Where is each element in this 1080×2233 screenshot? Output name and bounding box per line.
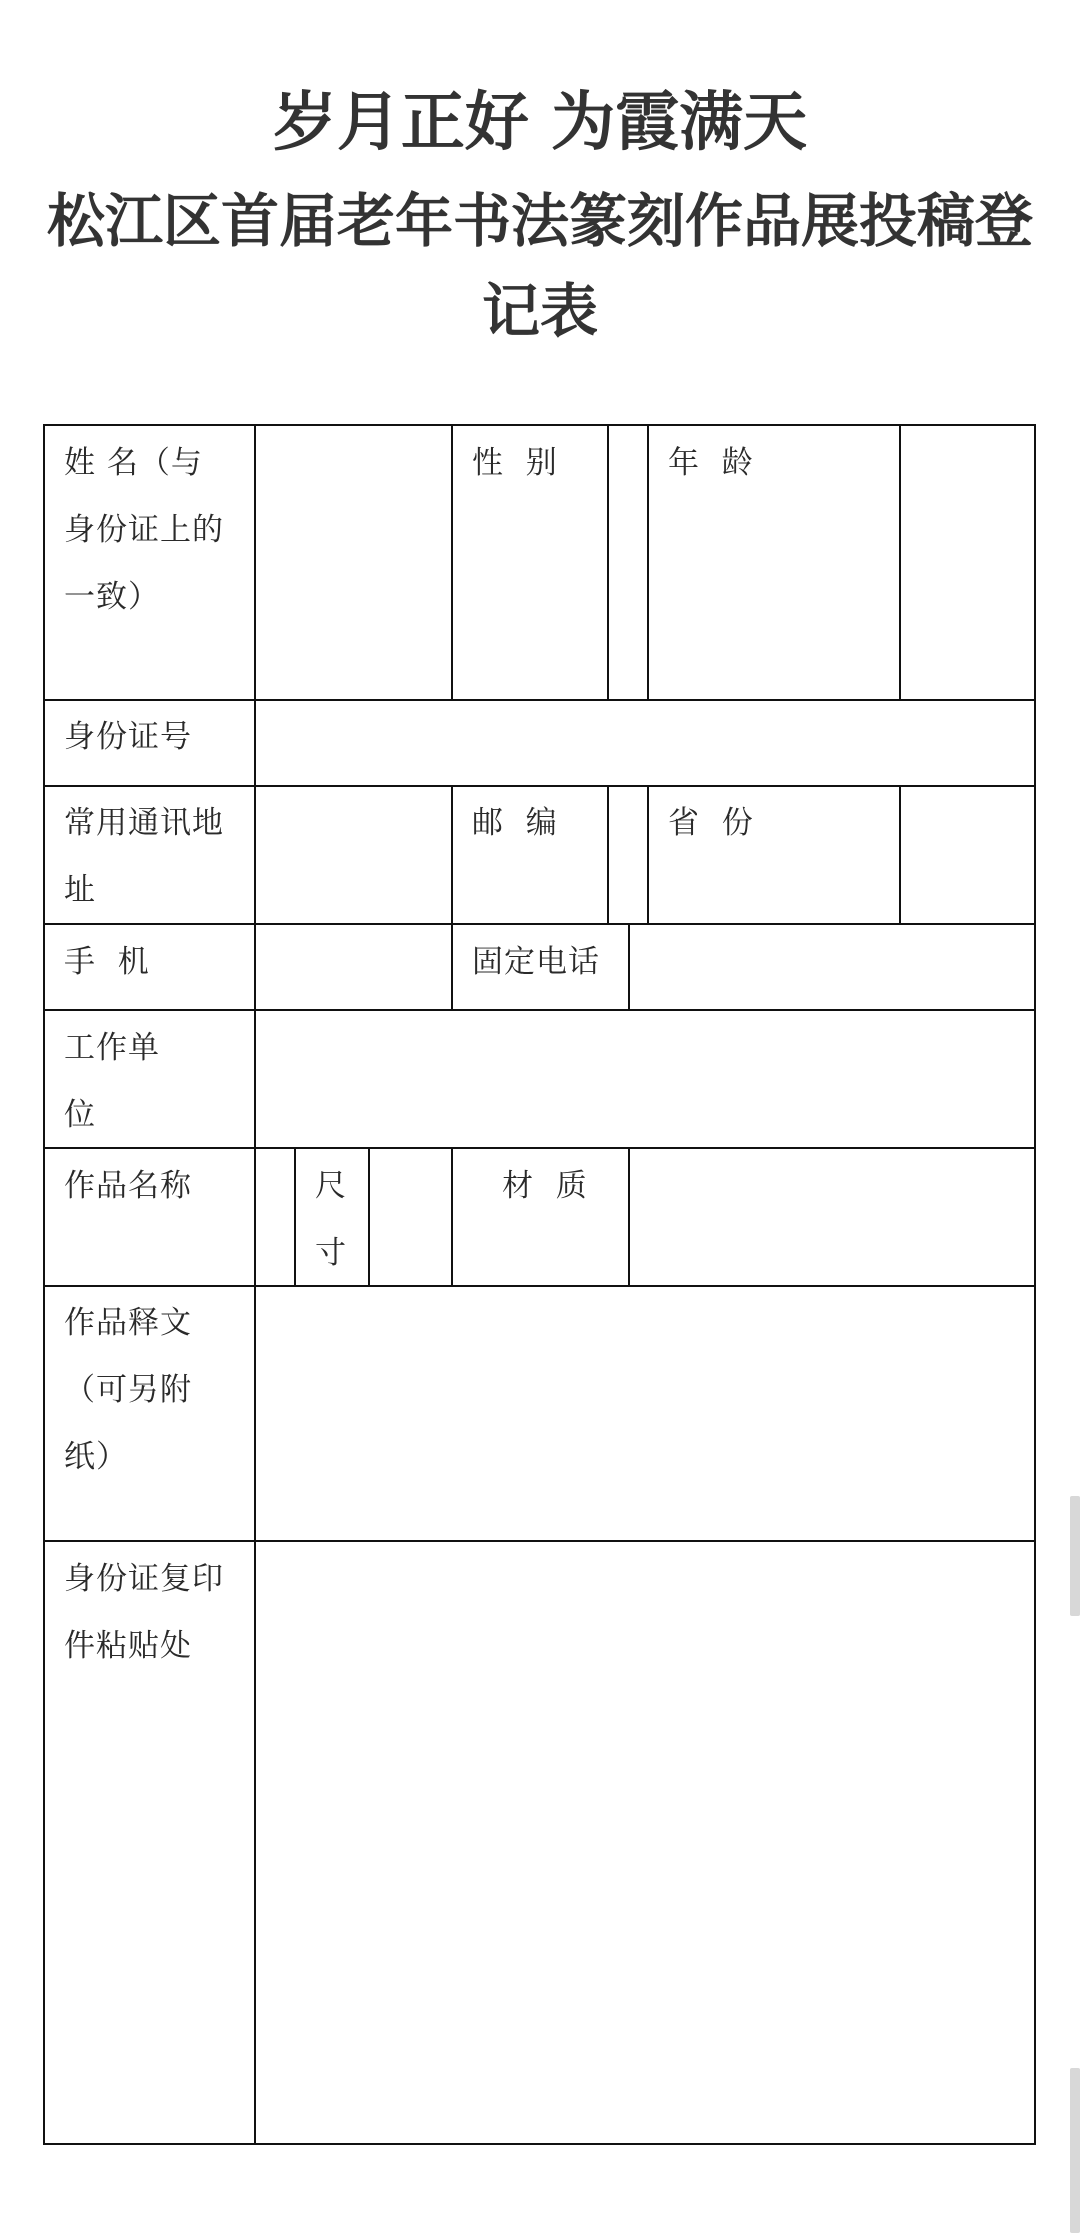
size-label: 尺 寸 [315, 1168, 347, 1271]
form-subtitle: 松江区首届老年书法篆刻作品展投稿登记表 [46, 187, 1033, 345]
mobile-field[interactable] [256, 925, 451, 1009]
landline-field[interactable] [630, 925, 1034, 1009]
work-unit-field[interactable] [256, 1011, 1034, 1147]
province-label: 省 份 [668, 805, 754, 841]
work-text-label: 作品释文 （可另附 纸） [64, 1305, 192, 1475]
province-field[interactable] [901, 787, 1034, 923]
scrollbar-thumb[interactable] [1070, 1496, 1080, 1616]
row-divider [43, 785, 1036, 787]
form-title: 岁月正好 为霞满天 [272, 86, 808, 160]
id-number-label: 身份证号 [64, 719, 192, 755]
gender-field[interactable] [609, 426, 647, 699]
work-title-label: 作品名称 [64, 1168, 192, 1204]
column-divider [647, 424, 649, 699]
id-number-field[interactable] [256, 701, 1034, 785]
age-field[interactable] [901, 426, 1034, 699]
age-label: 年 龄 [668, 445, 754, 481]
table-border-bottom [43, 2143, 1036, 2145]
id-copy-paste-area[interactable] [256, 1542, 1034, 2143]
mobile-label: 手 机 [64, 944, 150, 980]
column-divider [451, 1147, 453, 1285]
column-divider [294, 1147, 296, 1285]
work-text-field[interactable] [256, 1287, 1034, 1540]
column-divider [451, 424, 453, 699]
column-divider [451, 785, 453, 1009]
table-border-right [1034, 424, 1036, 2145]
column-divider [647, 785, 649, 923]
scrollbar-track-end [1070, 2068, 1080, 2233]
table-border-left [43, 424, 45, 2145]
id-copy-label: 身份证复印 件粘贴处 [64, 1561, 224, 1664]
work-unit-label: 工作单 位 [64, 1030, 160, 1133]
material-field[interactable] [630, 1149, 1034, 1285]
name-field[interactable] [256, 426, 451, 699]
address-label: 常用通讯地 址 [64, 805, 224, 908]
landline-label: 固定电话 [472, 944, 600, 980]
work-title-field[interactable] [256, 1149, 294, 1285]
table-border-top [43, 424, 1036, 426]
postcode-label: 邮 编 [472, 805, 558, 841]
postcode-field[interactable] [609, 787, 647, 923]
address-field[interactable] [256, 787, 451, 923]
gender-label: 性 别 [472, 445, 558, 481]
name-label: 姓 名（与 身份证上的 一致） [64, 445, 224, 615]
size-field[interactable] [370, 1149, 451, 1285]
material-label: 材 质 [502, 1168, 588, 1204]
